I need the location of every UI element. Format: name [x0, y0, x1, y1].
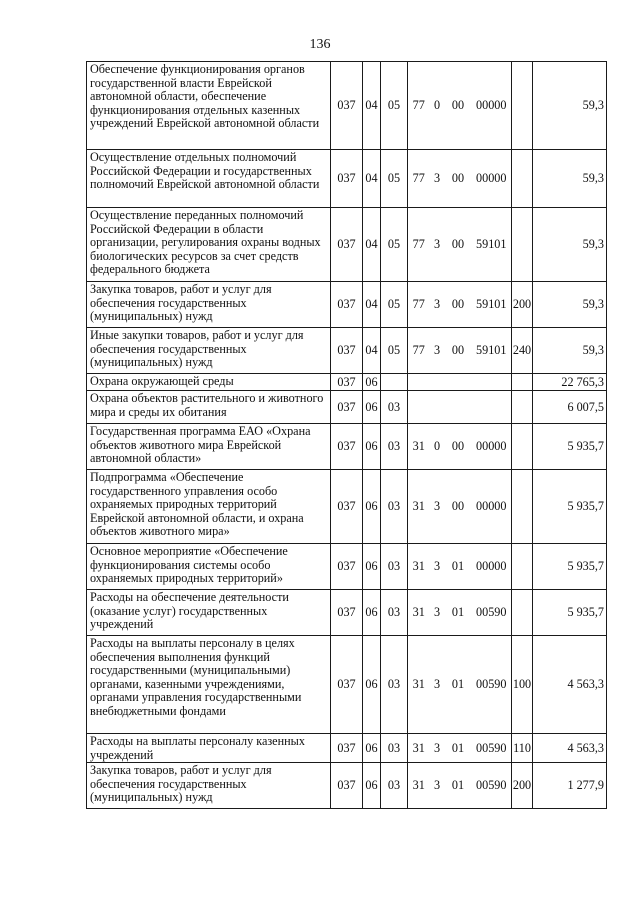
cell-program-1: 31	[408, 636, 430, 734]
cell-program-1	[408, 391, 430, 424]
row-name: Осуществление отдельных полномочий Российской Федерации и государственных полномочий Еврейской автономной области	[87, 150, 331, 208]
table-body	[87, 62, 607, 809]
cell-program-1: 77	[408, 150, 430, 208]
cell-program-2: 3	[430, 544, 445, 590]
cell-pr: 03	[381, 763, 408, 809]
cell-vr	[512, 470, 533, 544]
cell-amount: 4 563,3	[533, 734, 607, 763]
cell-program-2: 3	[430, 208, 445, 282]
table-row	[87, 590, 607, 636]
cell-gr: 037	[331, 470, 363, 544]
budget-table	[86, 61, 607, 809]
cell-program-4: 00000	[472, 470, 512, 544]
cell-program-3: 01	[445, 734, 472, 763]
cell-pr: 03	[381, 636, 408, 734]
table-row	[87, 391, 607, 424]
cell-program-2: 3	[430, 590, 445, 636]
row-name: Охрана окружающей среды	[87, 374, 331, 391]
cell-pr: 05	[381, 62, 408, 150]
cell-rz: 06	[363, 424, 381, 470]
cell-program-4: 00000	[472, 424, 512, 470]
cell-program-4: 00000	[472, 62, 512, 150]
table-row	[87, 763, 607, 809]
cell-rz: 06	[363, 544, 381, 590]
cell-amount: 59,3	[533, 62, 607, 150]
cell-rz: 06	[363, 763, 381, 809]
cell-gr: 037	[331, 391, 363, 424]
cell-program-2: 3	[430, 734, 445, 763]
cell-program-1	[408, 374, 430, 391]
cell-amount: 6 007,5	[533, 391, 607, 424]
cell-pr: 05	[381, 328, 408, 374]
cell-gr: 037	[331, 208, 363, 282]
cell-program-4: 59101	[472, 208, 512, 282]
cell-vr	[512, 391, 533, 424]
cell-vr: 240	[512, 328, 533, 374]
cell-gr: 037	[331, 424, 363, 470]
cell-gr: 037	[331, 282, 363, 328]
cell-program-1: 77	[408, 208, 430, 282]
cell-program-1: 31	[408, 763, 430, 809]
cell-rz: 04	[363, 328, 381, 374]
cell-program-2: 3	[430, 636, 445, 734]
cell-rz: 06	[363, 374, 381, 391]
table-row	[87, 208, 607, 282]
cell-program-2	[430, 374, 445, 391]
cell-vr	[512, 424, 533, 470]
row-name: Основное мероприятие «Обеспечение функционирования системы особо охраняемых природных территорий»	[87, 544, 331, 590]
table-row	[87, 424, 607, 470]
cell-program-3: 00	[445, 150, 472, 208]
cell-program-3: 01	[445, 763, 472, 809]
row-name: Обеспечение функционирования органов государственной власти Еврейской автономной области, обеспечение функционирования отдельных казенных учреждений Еврейской автономной области	[87, 62, 331, 150]
cell-program-3: 01	[445, 636, 472, 734]
cell-program-1: 31	[408, 424, 430, 470]
page-number: 136	[309, 37, 331, 52]
cell-vr	[512, 208, 533, 282]
cell-amount: 5 935,7	[533, 590, 607, 636]
cell-pr: 03	[381, 391, 408, 424]
cell-program-4: 59101	[472, 328, 512, 374]
cell-program-1: 31	[408, 734, 430, 763]
cell-pr: 03	[381, 590, 408, 636]
cell-amount: 1 277,9	[533, 763, 607, 809]
cell-program-1: 77	[408, 328, 430, 374]
cell-program-3: 01	[445, 590, 472, 636]
cell-program-4: 00000	[472, 150, 512, 208]
cell-gr: 037	[331, 62, 363, 150]
cell-program-3: 01	[445, 544, 472, 590]
cell-vr	[512, 150, 533, 208]
row-name: Расходы на выплаты персоналу казенных учреждений	[87, 734, 331, 763]
cell-gr: 037	[331, 374, 363, 391]
cell-vr: 100	[512, 636, 533, 734]
cell-rz: 06	[363, 590, 381, 636]
cell-program-3: 00	[445, 470, 472, 544]
cell-gr: 037	[331, 763, 363, 809]
cell-program-1: 31	[408, 590, 430, 636]
cell-program-2: 3	[430, 328, 445, 374]
cell-rz: 04	[363, 282, 381, 328]
cell-pr: 03	[381, 544, 408, 590]
cell-program-4	[472, 374, 512, 391]
cell-program-2: 0	[430, 424, 445, 470]
cell-rz: 06	[363, 636, 381, 734]
cell-rz: 06	[363, 734, 381, 763]
cell-program-1: 77	[408, 62, 430, 150]
row-name: Расходы на выплаты персоналу в целях обеспечения выполнения функций государственными (муниципальными) органами, казенными учреждениями, органами управления государственными внебюджетными фондами	[87, 636, 331, 734]
table-row	[87, 62, 607, 150]
cell-pr: 03	[381, 470, 408, 544]
row-name: Охрана объектов растительного и животного мира и среды их обитания	[87, 391, 331, 424]
cell-vr	[512, 544, 533, 590]
cell-program-4: 00000	[472, 544, 512, 590]
cell-rz: 04	[363, 150, 381, 208]
cell-program-2: 3	[430, 150, 445, 208]
row-name: Государственная программа ЕАО «Охрана объектов животного мира Еврейской автономной области»	[87, 424, 331, 470]
table-row	[87, 282, 607, 328]
row-name: Закупка товаров, работ и услуг для обеспечения государственных (муниципальных) нужд	[87, 282, 331, 328]
cell-program-2: 3	[430, 470, 445, 544]
cell-program-4: 00590	[472, 590, 512, 636]
table-row	[87, 636, 607, 734]
cell-vr: 200	[512, 282, 533, 328]
cell-program-3: 00	[445, 424, 472, 470]
row-name: Осуществление переданных полномочий Российской Федерации в области организации, регулирования охраны водных биологических ресурсов за счет средств федерального бюджета	[87, 208, 331, 282]
cell-program-4: 00590	[472, 734, 512, 763]
row-name: Иные закупки товаров, работ и услуг для обеспечения государственных (муниципальных) нужд	[87, 328, 331, 374]
cell-pr: 05	[381, 208, 408, 282]
table-row	[87, 544, 607, 590]
cell-amount: 5 935,7	[533, 424, 607, 470]
cell-program-4: 59101	[472, 282, 512, 328]
table-row	[87, 470, 607, 544]
cell-amount: 59,3	[533, 328, 607, 374]
row-name: Подпрограмма «Обеспечение государственного управления особо охраняемых природных территорий Еврейской автономной области, и охрана объектов животного мира»	[87, 470, 331, 544]
cell-program-3	[445, 374, 472, 391]
cell-vr: 200	[512, 763, 533, 809]
table-row	[87, 328, 607, 374]
cell-program-3	[445, 391, 472, 424]
cell-amount: 59,3	[533, 150, 607, 208]
table-row	[87, 374, 607, 391]
cell-rz: 06	[363, 391, 381, 424]
cell-program-1: 77	[408, 282, 430, 328]
cell-program-4: 00590	[472, 636, 512, 734]
cell-program-2: 3	[430, 763, 445, 809]
cell-gr: 037	[331, 636, 363, 734]
cell-vr	[512, 62, 533, 150]
cell-program-2: 0	[430, 62, 445, 150]
cell-rz: 04	[363, 208, 381, 282]
cell-gr: 037	[331, 590, 363, 636]
cell-amount: 5 935,7	[533, 544, 607, 590]
table-row	[87, 734, 607, 763]
cell-pr: 03	[381, 734, 408, 763]
cell-amount: 59,3	[533, 282, 607, 328]
cell-program-3: 00	[445, 62, 472, 150]
cell-program-1: 31	[408, 544, 430, 590]
cell-gr: 037	[331, 150, 363, 208]
cell-program-4	[472, 391, 512, 424]
cell-amount: 59,3	[533, 208, 607, 282]
cell-amount: 22 765,3	[533, 374, 607, 391]
row-name: Расходы на обеспечение деятельности (оказание услуг) государственных учреждений	[87, 590, 331, 636]
cell-program-2: 3	[430, 282, 445, 328]
cell-rz: 06	[363, 470, 381, 544]
table-row	[87, 150, 607, 208]
cell-vr	[512, 590, 533, 636]
cell-program-4: 00590	[472, 763, 512, 809]
cell-gr: 037	[331, 328, 363, 374]
cell-amount: 5 935,7	[533, 470, 607, 544]
row-name: Закупка товаров, работ и услуг для обеспечения государственных (муниципальных) нужд	[87, 763, 331, 809]
cell-program-3: 00	[445, 208, 472, 282]
cell-program-1: 31	[408, 470, 430, 544]
cell-gr: 037	[331, 734, 363, 763]
cell-program-3: 00	[445, 282, 472, 328]
cell-pr: 05	[381, 282, 408, 328]
cell-amount: 4 563,3	[533, 636, 607, 734]
cell-rz: 04	[363, 62, 381, 150]
cell-pr	[381, 374, 408, 391]
cell-pr: 03	[381, 424, 408, 470]
cell-program-3: 00	[445, 328, 472, 374]
cell-vr: 110	[512, 734, 533, 763]
cell-pr: 05	[381, 150, 408, 208]
cell-gr: 037	[331, 544, 363, 590]
cell-vr	[512, 374, 533, 391]
cell-program-2	[430, 391, 445, 424]
